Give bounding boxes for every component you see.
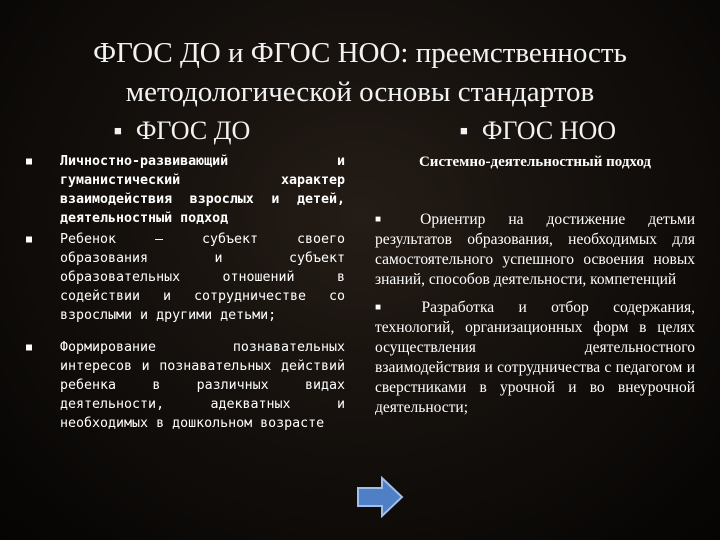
bullet-icon: ■ — [26, 156, 33, 167]
left-column-header — [114, 116, 250, 146]
title-line-1: ФГОС ДО и ФГОС НОО: преемственность — [93, 37, 627, 69]
right-paragraph-text: Разработка и отбор содержания, технологий, организационных форм в целях осуществления деятельностного взаимодействия и сотрудничества с педагогом и сверстниками в урочной и во внеурочной деятельности; — [375, 299, 695, 416]
bullet-icon: ■ — [375, 214, 401, 225]
title-line-2: методологической основы стандартов — [125, 76, 595, 108]
right-paragraph — [375, 210, 695, 290]
left-item-text: Формирование познавательных интересов и познавательных действий ребенка в различных видах деятельности, адекватных и необходимых в дошкольном возрасте — [60, 340, 345, 431]
left-item-text: Личностно-развивающий и гуманистический характер взаимодействия взрослых и детей, деятельностный подход — [60, 154, 345, 226]
right-header-text: ФГОС НОО — [481, 116, 617, 145]
approach-heading: Системно-деятельностный подход — [418, 154, 652, 170]
left-header-text: ФГОС ДО — [135, 116, 251, 145]
bullet-icon: ■ — [375, 302, 402, 313]
bullet-icon: ■ — [26, 234, 33, 245]
bullet-icon: ■ — [26, 342, 33, 353]
right-arrow-icon[interactable] — [356, 476, 404, 518]
bullet-icon: ■ — [460, 123, 468, 138]
left-list-item — [24, 230, 345, 325]
left-list-item — [24, 338, 345, 433]
left-list-item — [24, 152, 345, 228]
bullet-icon: ■ — [114, 123, 122, 138]
left-item-text: Ребенок – субъект своего образования и субъект образовательных отношений в содействии и сотрудничестве со взрослыми и другими детьми; — [60, 232, 345, 323]
slide-title — [0, 34, 720, 112]
left-column — [24, 152, 345, 433]
right-paragraph-text: Ориентир на достижение детьми результатов образования, необходимых для самостоятельного успешного освоения новых знаний, способов деятельности, компетенций — [375, 211, 695, 288]
right-column — [375, 152, 695, 418]
right-column-header — [460, 116, 616, 146]
right-paragraph — [375, 298, 695, 418]
